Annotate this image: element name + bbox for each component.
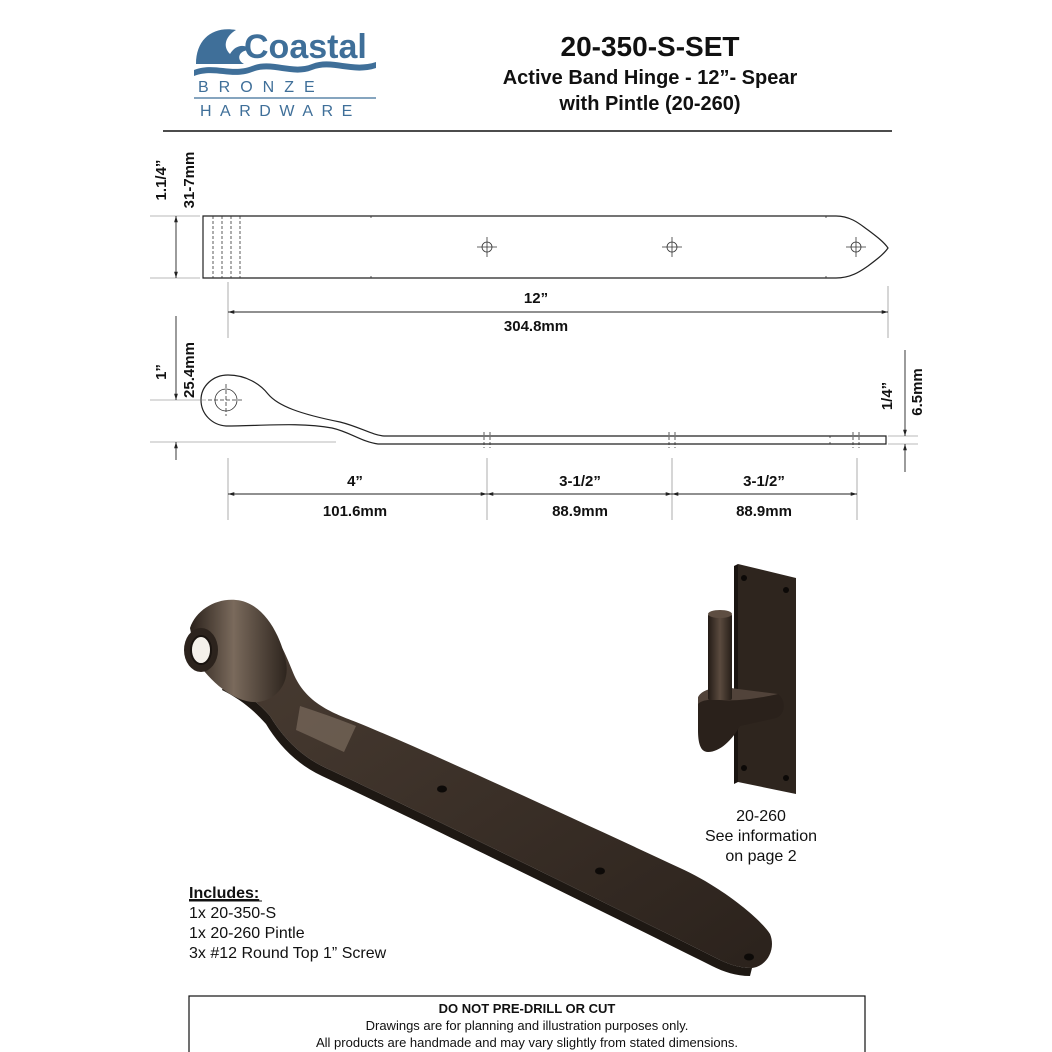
side-view-drawing	[201, 375, 886, 448]
screw-hole-2	[662, 237, 682, 257]
part-number: 20-350-S-SET	[560, 31, 740, 62]
subtitle-line-1: Active Band Hinge - 12”- Spear	[502, 67, 798, 89]
segment-1-mm-label: 101.6mm	[322, 503, 388, 520]
length-mm-label: 304.8mm	[503, 318, 569, 335]
knuckle-mm-label: 25.4mm	[181, 342, 198, 398]
segment-3-mm-label: 88.9mm	[736, 503, 792, 520]
segment-2-mm-label: 88.9mm	[552, 503, 608, 520]
includes-item-1: 1x 20-350-S	[189, 905, 277, 922]
segment-dimensions	[228, 458, 857, 520]
pintle-info-line-2: on page 2	[725, 848, 797, 865]
thickness-mm-label: 6.5mm	[909, 368, 926, 416]
length-dimension	[228, 282, 888, 338]
notice-title: DO NOT PRE-DRILL OR CUT	[438, 1001, 616, 1016]
includes-item-2: 1x 20-260 Pintle	[189, 925, 305, 942]
pintle-info-line-1: See information	[704, 828, 818, 845]
knuckle-dimension	[150, 316, 336, 460]
subtitle-line-2: with Pintle (20-260)	[559, 93, 741, 115]
width-mm-label: 31-7mm	[181, 151, 198, 209]
notice-line-2: All products are handmade and may vary slightly from stated dimensions.	[316, 1035, 738, 1050]
pintle-render-image	[698, 564, 796, 794]
screw-hole-1	[477, 237, 497, 257]
logo-hardware: HARDWARE	[200, 103, 361, 120]
logo-bronze: BRONZE	[198, 79, 325, 96]
screw-hole-3	[846, 237, 866, 257]
width-inch-label: 1.1/4”	[153, 159, 170, 201]
thickness-dimension	[879, 350, 926, 472]
includes-item-3: 3x #12 Round Top 1” Screw	[189, 945, 387, 962]
logo-brand: Coastal	[244, 28, 367, 66]
top-view-drawing	[203, 216, 888, 278]
length-inch-label: 12”	[523, 290, 549, 307]
segment-2-inch-label: 3-1/2”	[559, 473, 601, 490]
thickness-inch-label: 1/4”	[879, 381, 896, 411]
pintle-code: 20-260	[736, 808, 786, 825]
segment-1-inch-label: 4”	[347, 473, 363, 490]
notice-box	[189, 996, 865, 1052]
brand-logo	[194, 28, 376, 120]
notice-line-1: Drawings are for planning and illustration purposes only.	[365, 1018, 689, 1033]
includes-title: Includes:	[189, 885, 260, 902]
includes-list	[189, 885, 387, 962]
segment-3-inch-label: 3-1/2”	[743, 473, 785, 490]
width-dimension	[150, 152, 200, 278]
knuckle-inch-label: 1”	[153, 364, 170, 380]
